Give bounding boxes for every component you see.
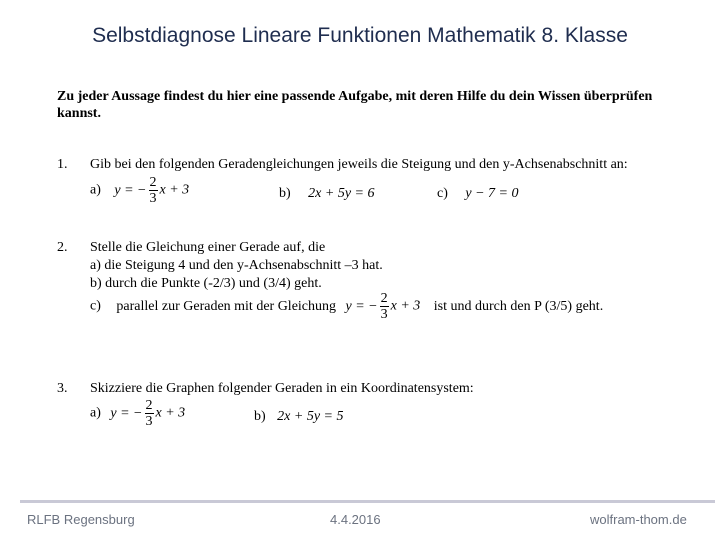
q1-a-label: a) — [90, 182, 101, 198]
intro-text: Zu jeder Aussage findest du hier eine passende Aufgabe, mit deren Hilfe du dein Wissen überprüfen kannst. — [57, 89, 653, 121]
question-2-b: b) durch die Punkte (-2/3) und (3/4) geht. — [90, 276, 322, 291]
question-1-b — [279, 185, 375, 202]
question-3-a — [90, 398, 185, 429]
page-title: Selbstdiagnose Lineare Funktionen Mathematik 8. Klasse — [92, 24, 628, 47]
footer-date: 4.4.2016 — [330, 512, 381, 527]
footer-right: wolfram-thom.de — [590, 512, 687, 527]
q3-a-eq-post: x + 3 — [155, 405, 186, 421]
question-1-a — [90, 175, 189, 206]
question-3-b — [254, 408, 344, 425]
q2-c-eq-pre: y = − — [345, 298, 378, 314]
q2-c-post: ist und durch den P (3/5) geht. — [433, 298, 604, 314]
q3-a-eq-pre: y = − — [110, 405, 143, 421]
q1-b-label: b) — [279, 186, 291, 201]
question-1-number: 1. — [57, 157, 68, 172]
footer-left: RLFB Regensburg — [27, 512, 135, 527]
question-2-c — [90, 291, 603, 322]
q1-b-eq: 2x + 5y = 6 — [308, 186, 375, 201]
q2-c-pre: parallel zur Geraden mit der Gleichung — [116, 298, 337, 314]
q3-a-denominator: 3 — [145, 414, 153, 429]
question-2-a: a) die Steigung 4 und den y-Achsenabschnitt –3 hat. — [90, 258, 383, 273]
q2-c-denominator: 3 — [380, 307, 388, 322]
q2-c-fraction — [380, 291, 389, 322]
q1-a-fraction — [149, 175, 158, 206]
q3-b-label: b) — [254, 409, 266, 424]
q1-a-numerator: 2 — [149, 175, 157, 190]
question-2-number: 2. — [57, 240, 68, 255]
q2-c-eq-post: x + 3 — [390, 298, 421, 314]
q3-a-label: a) — [90, 405, 101, 421]
q1-a-eq-post: x + 3 — [159, 182, 190, 198]
footer-divider — [20, 500, 715, 503]
question-3-text: Skizziere die Graphen folgender Geraden in ein Koordinatensystem: — [90, 381, 474, 396]
q1-a-eq-pre: y = − — [114, 182, 147, 198]
q1-c-eq: y − 7 = 0 — [465, 186, 519, 201]
question-2-text: Stelle die Gleichung einer Gerade auf, die — [90, 240, 326, 255]
q1-a-denominator: 3 — [149, 191, 157, 206]
q2-c-numerator: 2 — [380, 291, 388, 306]
question-3-number: 3. — [57, 381, 68, 396]
q3-a-numerator: 2 — [145, 398, 153, 413]
q1-c-label: c) — [437, 186, 448, 201]
question-1-c — [437, 185, 519, 202]
q3-b-eq: 2x + 5y = 5 — [277, 409, 344, 424]
q2-c-label: c) — [90, 298, 101, 314]
q3-a-fraction — [145, 398, 154, 429]
question-1-text: Gib bei den folgenden Geradengleichungen jeweils die Steigung und den y-Achsenabschnitt an: — [90, 157, 628, 172]
